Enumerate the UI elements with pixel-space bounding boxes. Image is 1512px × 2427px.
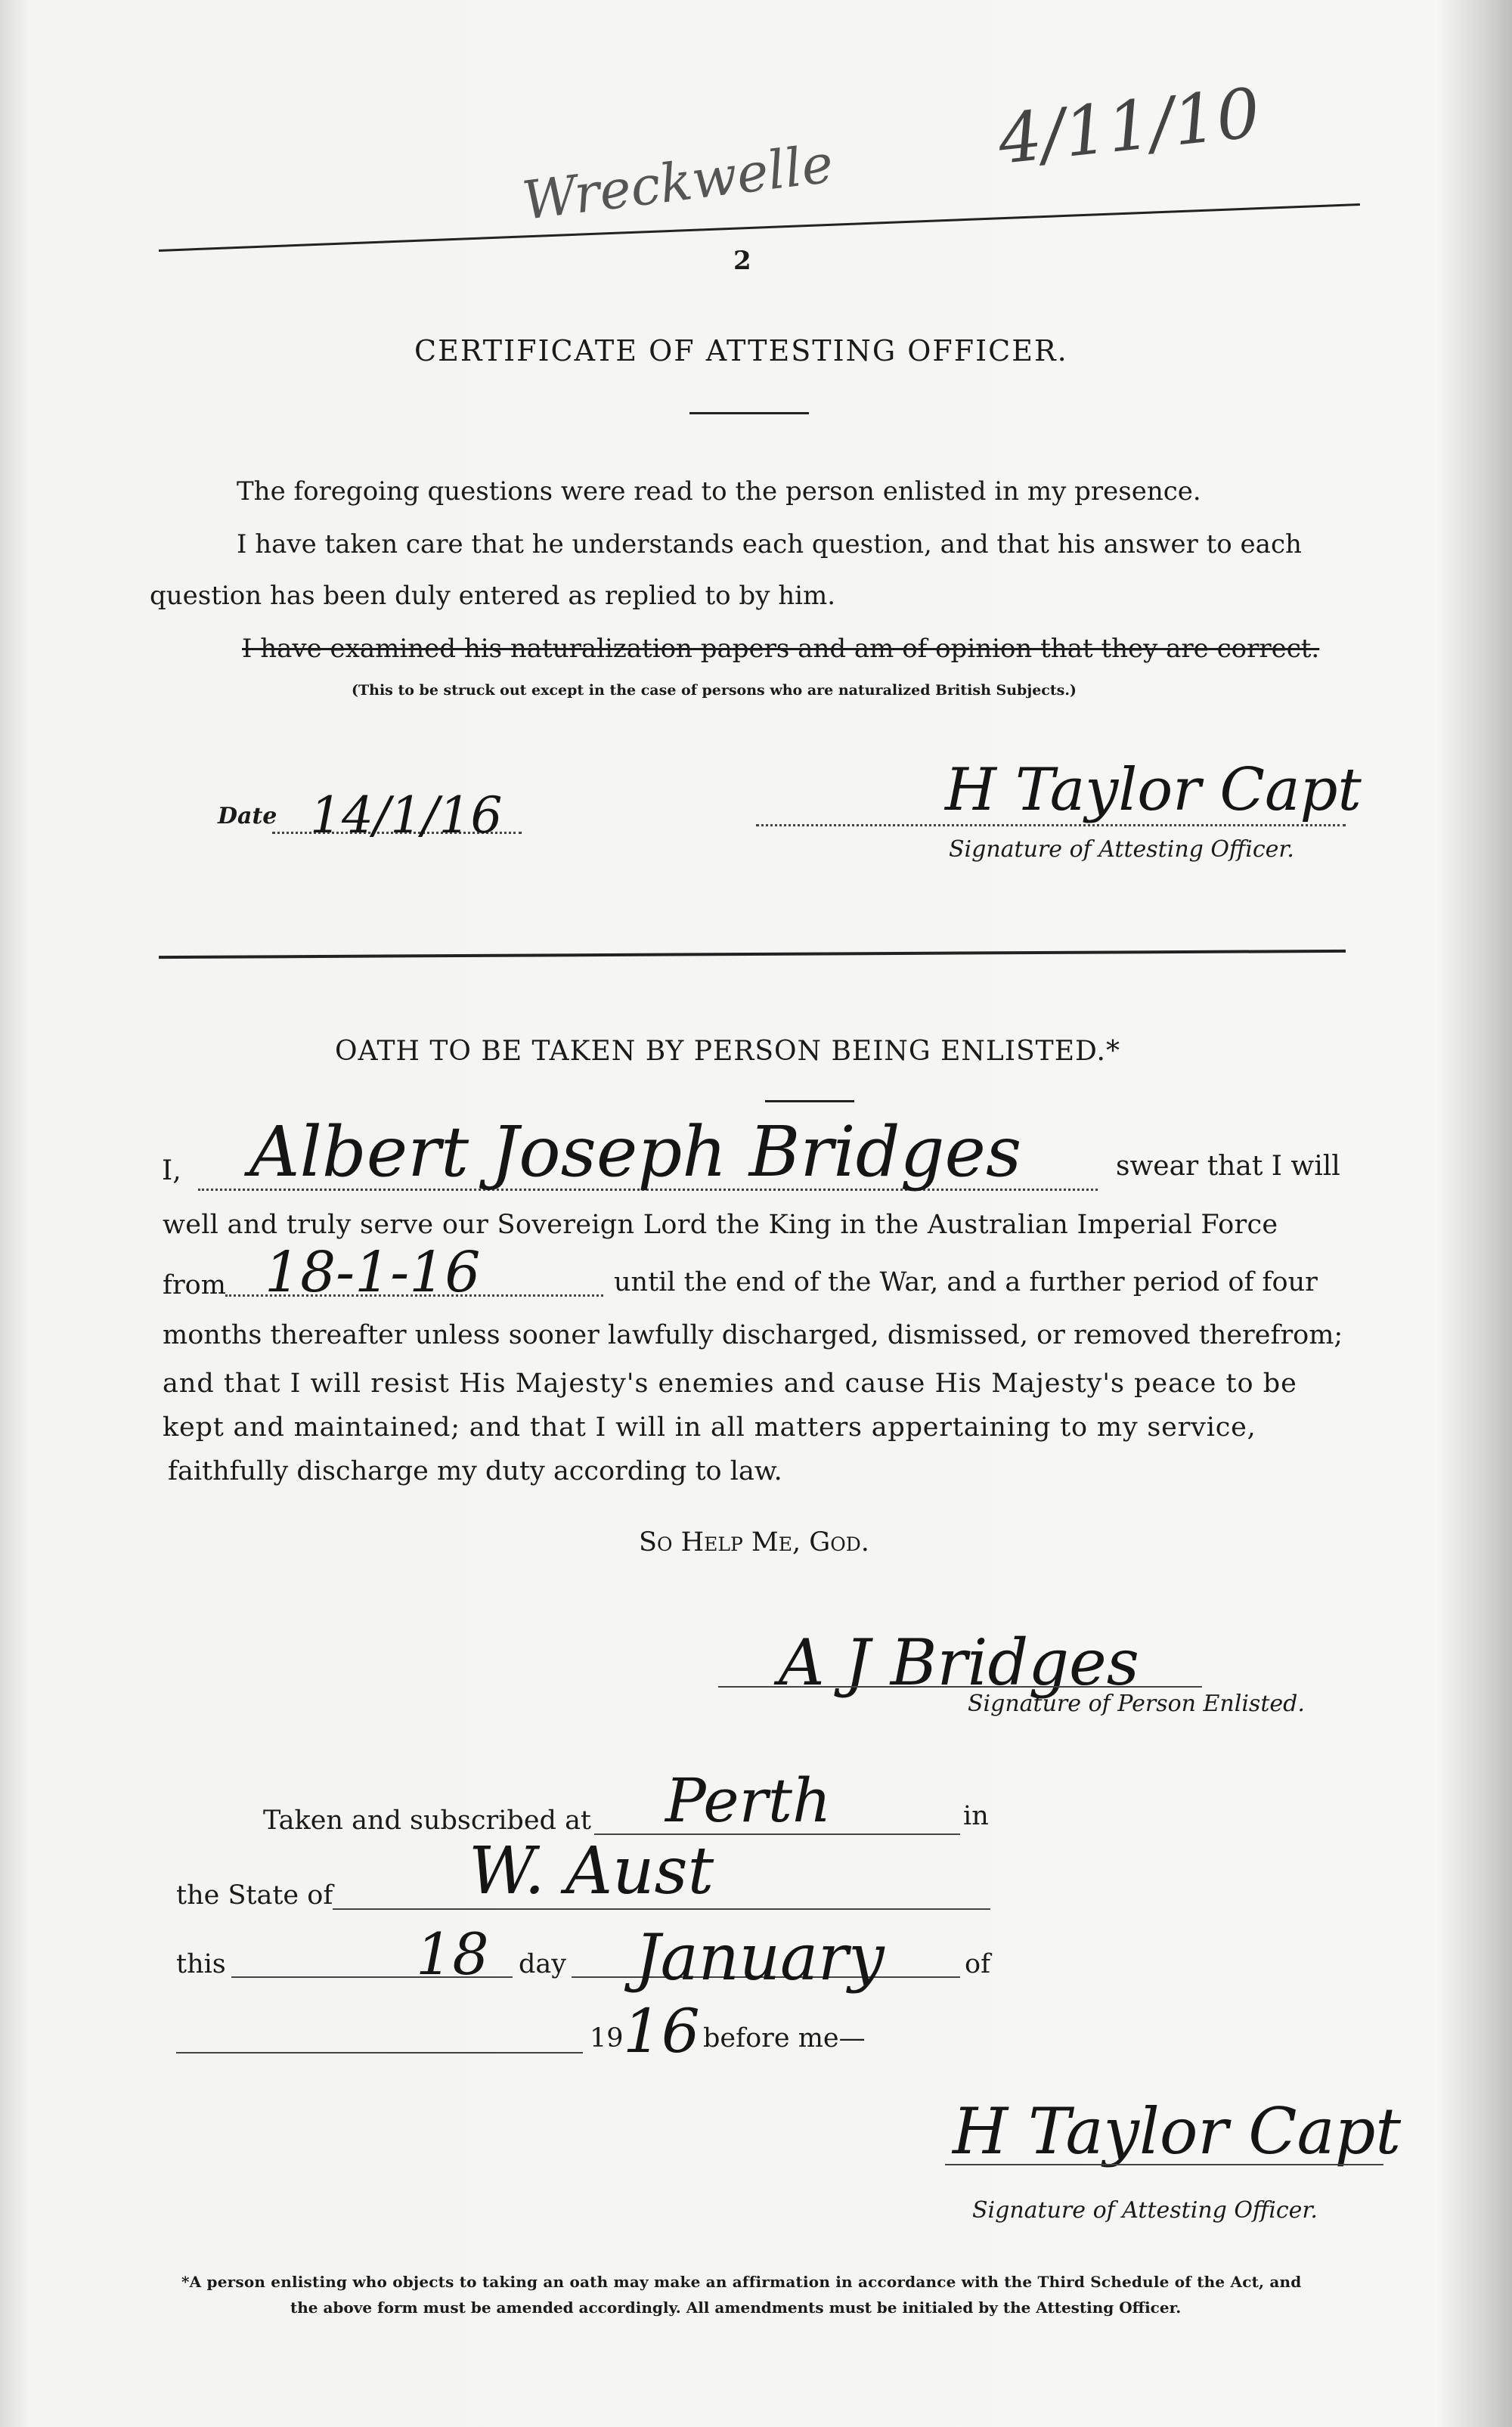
officer-signature-line-1 [756,824,1346,826]
day-value: 18 [416,1920,489,1988]
enlisted-signature-caption: Signature of Person Enlisted. [968,1691,1305,1717]
enlisted-signature-line [718,1686,1202,1688]
oath-closing: So Help Me, God. [639,1527,869,1558]
certificate-para1: The foregoing questions were read to the person enlisted in my presence. [237,476,1201,507]
officer-signature-line-2 [945,2164,1383,2165]
enlisted-signature: A J Bridges [779,1626,1139,1700]
in-label: in [963,1801,989,1831]
oath-title: OATH TO BE TAKEN BY PERSON BEING ENLISTED.* [335,1036,1120,1067]
state-label: the State of [176,1880,333,1911]
oath-line6: kept and maintained; and that I will in all matters appertaining to my service, [163,1412,1256,1443]
state-value: W. Aust [469,1833,714,1909]
certificate-date-value: 14/1/16 [310,786,503,845]
oath-line5: and that I will resist His Majesty's enemies and cause His Majesty's peace to be [163,1368,1297,1399]
oath-i-label: I, [162,1155,181,1186]
oath-line4: months thereafter unless sooner lawfully discharged, dismissed, or removed therefrom; [163,1320,1343,1350]
handwritten-reference: Wreckwelle [519,132,837,232]
date-label: Date [218,803,277,829]
certificate-title: CERTIFICATE OF ATTESTING OFFICER. [414,334,1068,367]
handwritten-header-date: 4/11/10 [994,73,1264,180]
struck-naturalization-line: I have examined his naturalization papers and am of opinion that they are correct. [242,634,1320,664]
footnote-line2: the above form must be amended accordingly. All amendments must be initialed by the Attesting Officer. [290,2298,1182,2317]
enlistee-name: Albert Joseph Bridges [249,1111,1022,1192]
certificate-para2-line2: question has been duly entered as replied to by him. [150,581,836,611]
section-divider [159,950,1346,959]
officer-signature-caption-1: Signature of Attesting Officer. [949,836,1294,863]
certificate-title-rule [689,412,809,414]
taken-label: Taken and subscribed at [263,1806,591,1836]
officer-signature-caption-2: Signature of Attesting Officer. [972,2197,1318,2224]
page-number: 2 [733,246,751,276]
oath-line1-end: swear that I will [1116,1151,1340,1182]
before-label: before me— [703,2023,866,2053]
oath-from-label: from [163,1270,226,1300]
this-label: this [176,1949,226,1979]
header-rule [159,203,1360,252]
officer-signature-2: H Taylor Capt [953,2094,1402,2168]
year-suffix: 16 [623,1996,700,2066]
oath-from-date: 18-1-16 [265,1240,481,1305]
oath-line2: well and truly serve our Sovereign Lord the King in the Australian Imperial Force [163,1210,1278,1240]
officer-signature-1: H Taylor Capt [945,756,1362,824]
footnote-line1: *A person enlisting who objects to taking an oath may make an affirmation in accordance with the Third Schedule of the Act, and [181,2273,1302,2291]
year-prefix: 19 [590,2023,624,2053]
certificate-para2-line1: I have taken care that he understands each question, and that his answer to each [237,529,1302,559]
struck-note: (This to be struck out except in the case of persons who are naturalized British Subjects.) [352,682,1077,699]
oath-title-rule [765,1100,854,1102]
oath-line3-end: until the end of the War, and a further period of four [614,1267,1318,1297]
place-value: Perth [665,1765,832,1836]
day-label: day [519,1949,567,1979]
month-value: January [635,1920,885,1995]
year-line [176,2052,583,2053]
oath-line7: faithfully discharge my duty according to law. [168,1456,782,1486]
of-label: of [965,1949,991,1979]
